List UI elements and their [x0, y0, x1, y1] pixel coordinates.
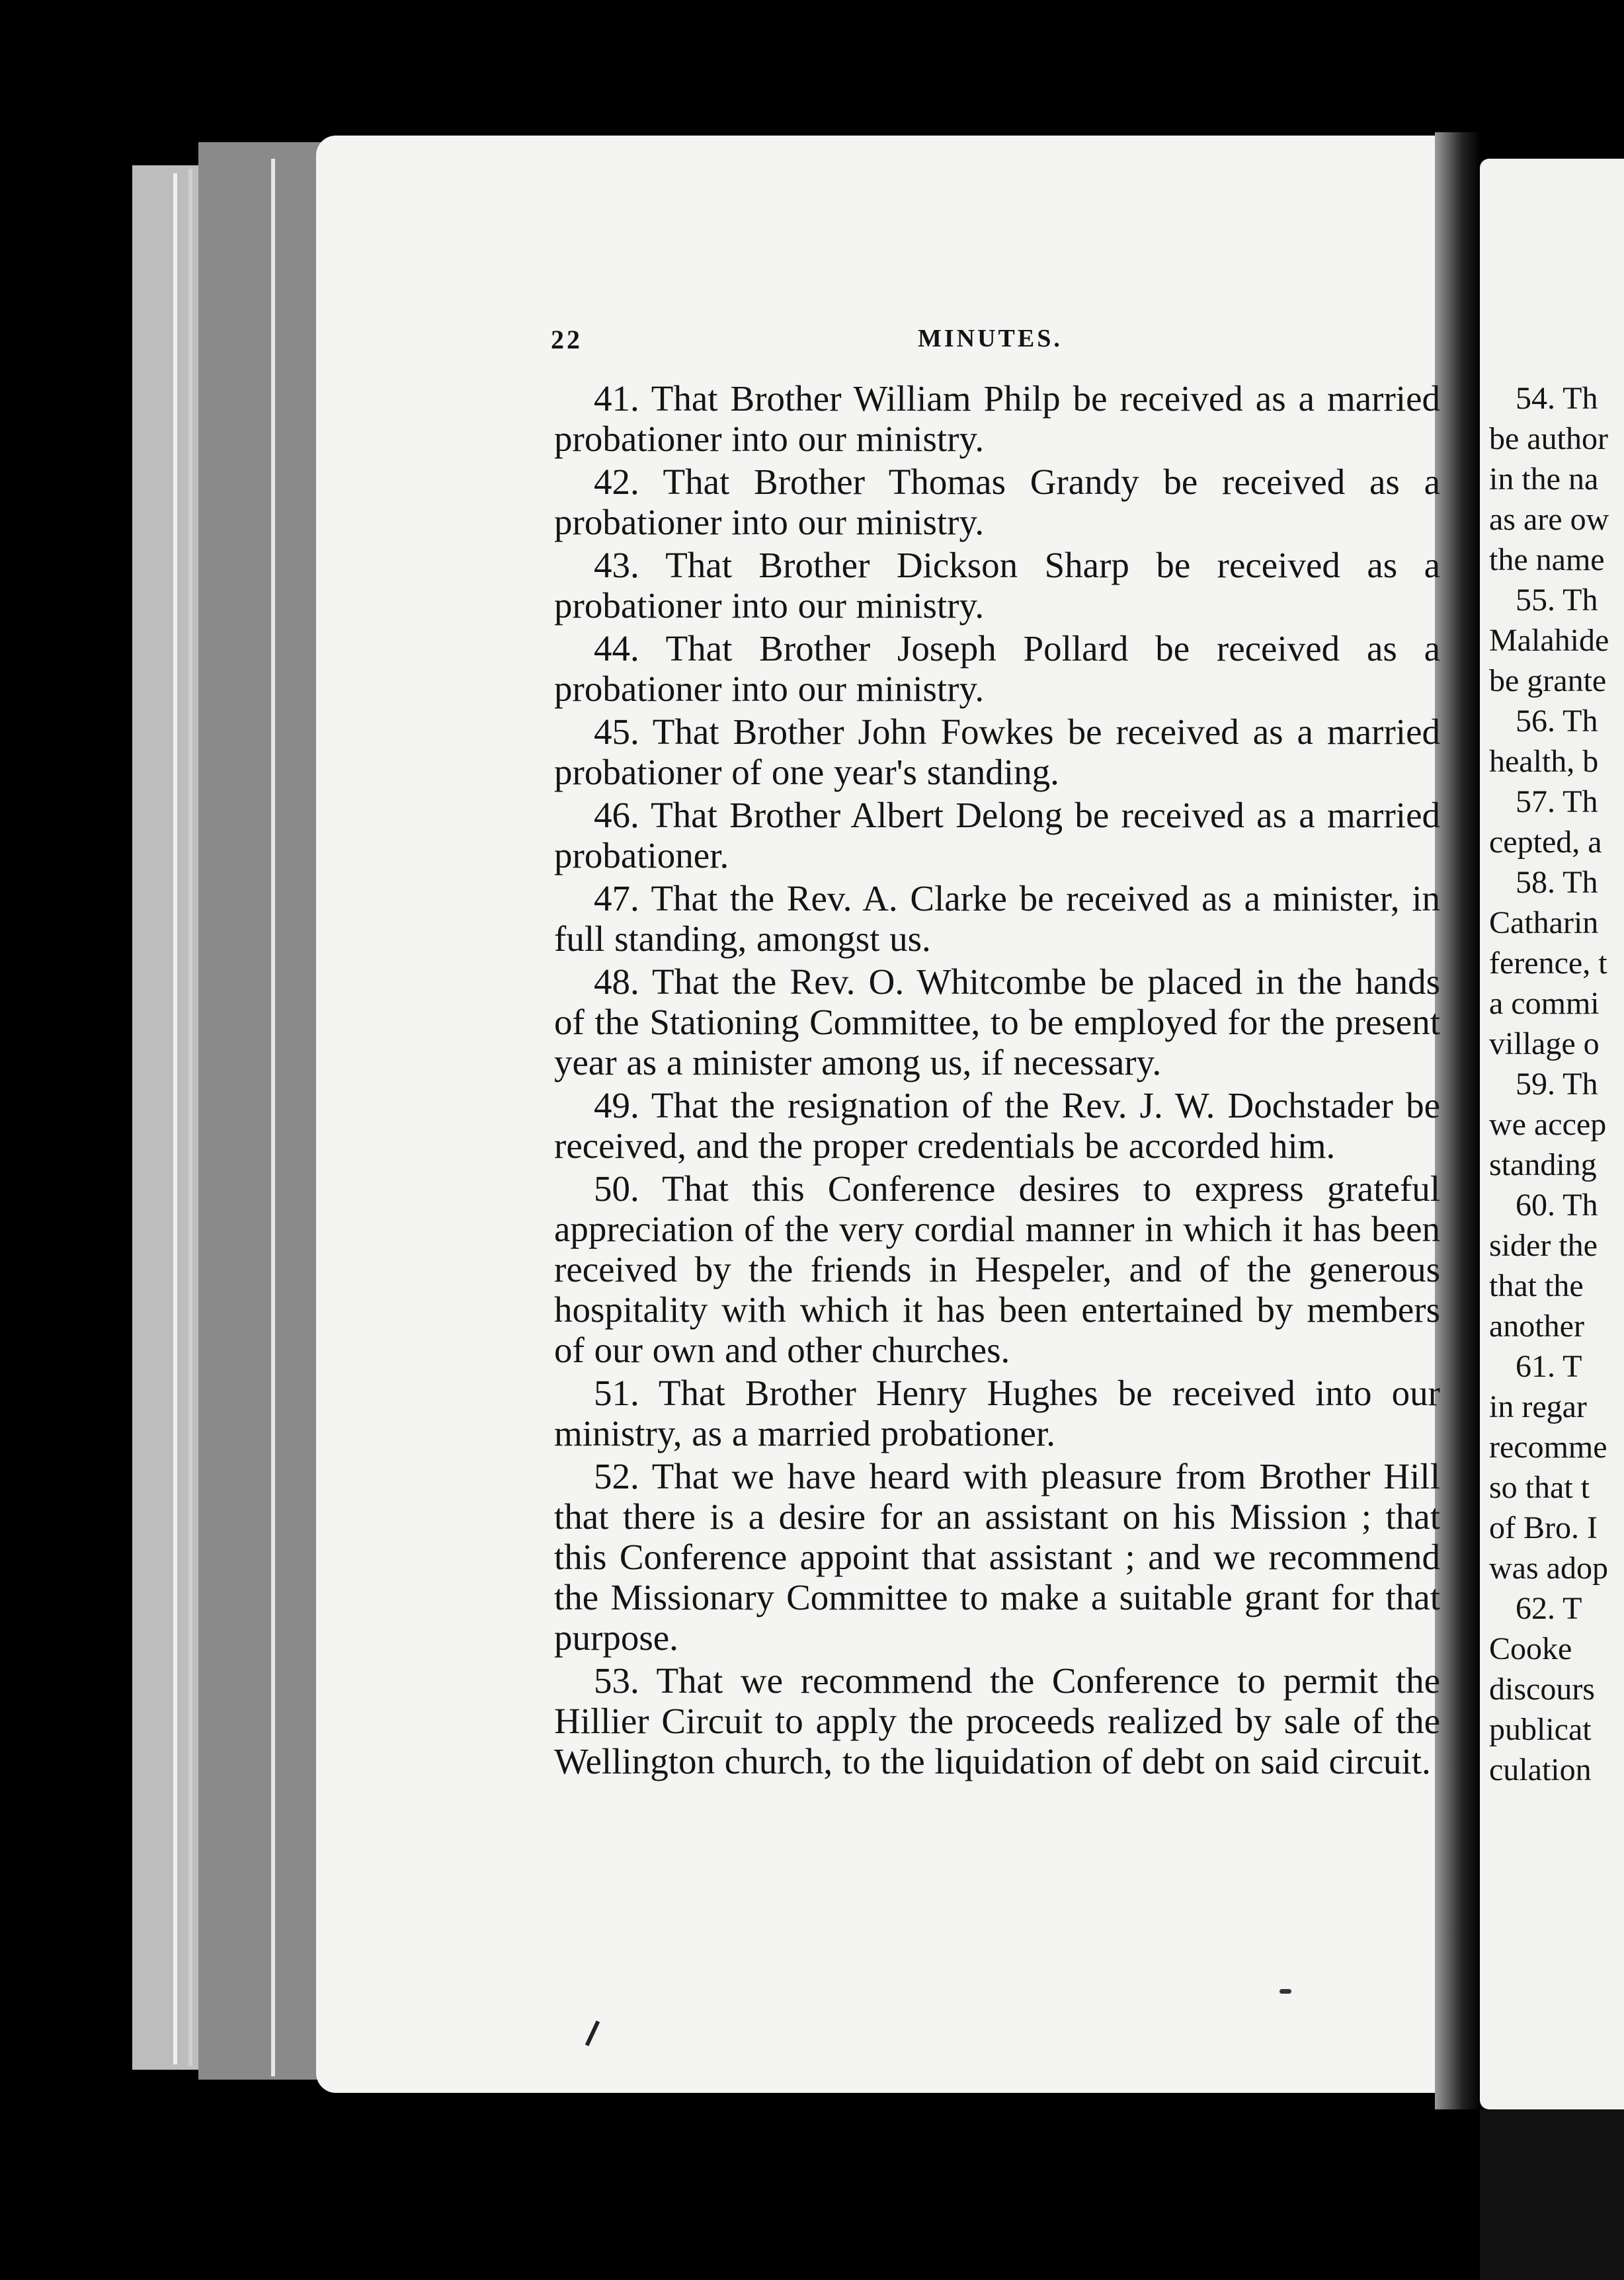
resolution-number: 53. [594, 1660, 639, 1701]
right-page-line: 60. Th [1516, 1188, 1598, 1223]
right-page-line: 56. Th [1516, 704, 1598, 739]
right-page-line: be grante [1489, 663, 1607, 698]
right-page-line: culation [1489, 1752, 1592, 1787]
resolution-48 [554, 961, 1440, 1082]
right-page-line: standing [1489, 1147, 1597, 1182]
resolution-text: That Brother Joseph Pollard be received as a probationer into our ministry. [554, 628, 1440, 709]
page-edge-line [173, 173, 177, 2064]
page-edge-line [188, 169, 192, 2066]
right-page-line: village o [1489, 1026, 1600, 1061]
resolution-43 [554, 545, 1440, 626]
resolution-text: That we recommend the Conference to permit the Hillier Circuit to apply the proceeds realized by sale of the Wellington church, to the liquidation of debt on said circuit. [554, 1660, 1440, 1781]
right-page-line: discours [1489, 1672, 1595, 1707]
right-page-line: cepted, a [1489, 825, 1602, 860]
right-page-line: another [1489, 1309, 1584, 1344]
right-page-line: publicat [1489, 1712, 1592, 1747]
resolution-number: 50. [594, 1168, 639, 1209]
resolution-number: 41. [594, 378, 639, 419]
resolution-52 [554, 1456, 1440, 1658]
resolution-number: 51. [594, 1373, 639, 1413]
right-page-line: sider the [1489, 1228, 1598, 1263]
page-number: 22 [551, 325, 583, 354]
resolution-number: 42. [594, 462, 639, 502]
resolution-51 [554, 1373, 1440, 1453]
bottom-shadow [1480, 2109, 1624, 2280]
right-page-line: ference, t [1489, 946, 1607, 981]
resolution-50 [554, 1168, 1440, 1370]
right-page-line: Cooke [1489, 1631, 1572, 1666]
right-page-line: 61. T [1516, 1349, 1582, 1384]
page-edges-shadow [198, 142, 331, 2080]
resolution-45 [554, 712, 1440, 792]
resolution-number: 46. [594, 795, 639, 835]
resolution-47 [554, 878, 1440, 959]
right-page-line: be author [1489, 421, 1608, 456]
resolution-42 [554, 462, 1440, 542]
right-page-line: in regar [1489, 1389, 1587, 1424]
resolution-number: 48. [594, 961, 639, 1002]
resolution-text: That Brother Thomas Grandy be received as a probationer into our ministry. [554, 462, 1440, 542]
right-page-line: of Bro. I [1489, 1510, 1598, 1545]
resolution-text: That the Rev. A. Clarke be received as a minister, in full standing, amongst us. [554, 878, 1440, 959]
page-edge-line [271, 159, 275, 2076]
resolution-number: 47. [594, 878, 639, 918]
right-page-line: we accep [1489, 1107, 1607, 1142]
resolution-text: That Brother Dickson Sharp be received as a probationer into our ministry. [554, 545, 1440, 626]
resolution-text: That Brother Albert Delong be received as a married probationer. [554, 795, 1441, 875]
right-page-line: was adop [1489, 1551, 1608, 1586]
right-page-line: health, b [1489, 744, 1599, 779]
right-page-line: 59. Th [1516, 1067, 1598, 1102]
right-page-line: 57. Th [1516, 784, 1598, 819]
right-page-line: the name [1489, 542, 1605, 577]
resolution-text: That the Rev. O. Whitcombe be placed in the hands of the Stationing Committee, to be employed for the present year as a minister among us, if necessary. [554, 961, 1440, 1082]
resolution-text: That Brother William Philp be received as a married probationer into our ministry. [554, 378, 1440, 459]
resolution-44 [554, 628, 1440, 709]
resolution-49 [554, 1085, 1440, 1166]
resolution-41 [554, 378, 1440, 459]
right-page-line: in the na [1489, 462, 1599, 497]
right-page-line: 58. Th [1516, 865, 1598, 900]
resolution-text: That this Conference desires to express grateful appreciation of the very cordial manner in which it has been received by the friends in Hespeler, and of the generous hospitality with which it has been entertained by members of our own and other churches. [554, 1168, 1441, 1370]
right-page-line: so that t [1489, 1470, 1590, 1505]
resolution-text: That Brother John Fowkes be received as a married probationer of one year's standing. [554, 712, 1440, 792]
resolution-number: 45. [594, 712, 639, 752]
resolution-46 [554, 795, 1440, 875]
book-gutter [1435, 132, 1481, 2109]
right-page-text [1489, 378, 1621, 1790]
right-page-line: Malahide [1489, 623, 1609, 658]
running-head: MINUTES. [918, 325, 1063, 352]
resolution-text: That the resignation of the Rev. J. W. Dochstader be received, and the proper credentials be accorded him. [554, 1085, 1440, 1166]
resolutions-list [554, 378, 1440, 1784]
resolution-number: 49. [594, 1085, 639, 1125]
right-page-line: as are ow [1489, 502, 1609, 537]
right-page-line: 54. Th [1516, 381, 1598, 416]
right-page-line: 62. T [1516, 1591, 1582, 1626]
resolution-text: That we have heard with pleasure from Brother Hill that there is a desire for an assistant on his Mission ; that this Conference appoint that assistant ; and we recommend the Missionary Committee to make a suitable grant for that purpose. [554, 1456, 1440, 1658]
right-page-line: a commi [1489, 986, 1600, 1021]
resolution-number: 52. [594, 1456, 639, 1496]
right-page-line: Catharin [1489, 905, 1599, 940]
resolution-text: That Brother Henry Hughes be received into our ministry, as a married probationer. [554, 1373, 1440, 1453]
right-page-line: recomme [1489, 1430, 1607, 1465]
resolution-number: 43. [594, 545, 639, 585]
right-page-line: that the [1489, 1268, 1584, 1303]
resolution-number: 44. [594, 628, 639, 669]
resolution-53 [554, 1660, 1440, 1781]
dust-speck [1279, 1989, 1291, 1994]
right-page-line: 55. Th [1516, 583, 1598, 618]
